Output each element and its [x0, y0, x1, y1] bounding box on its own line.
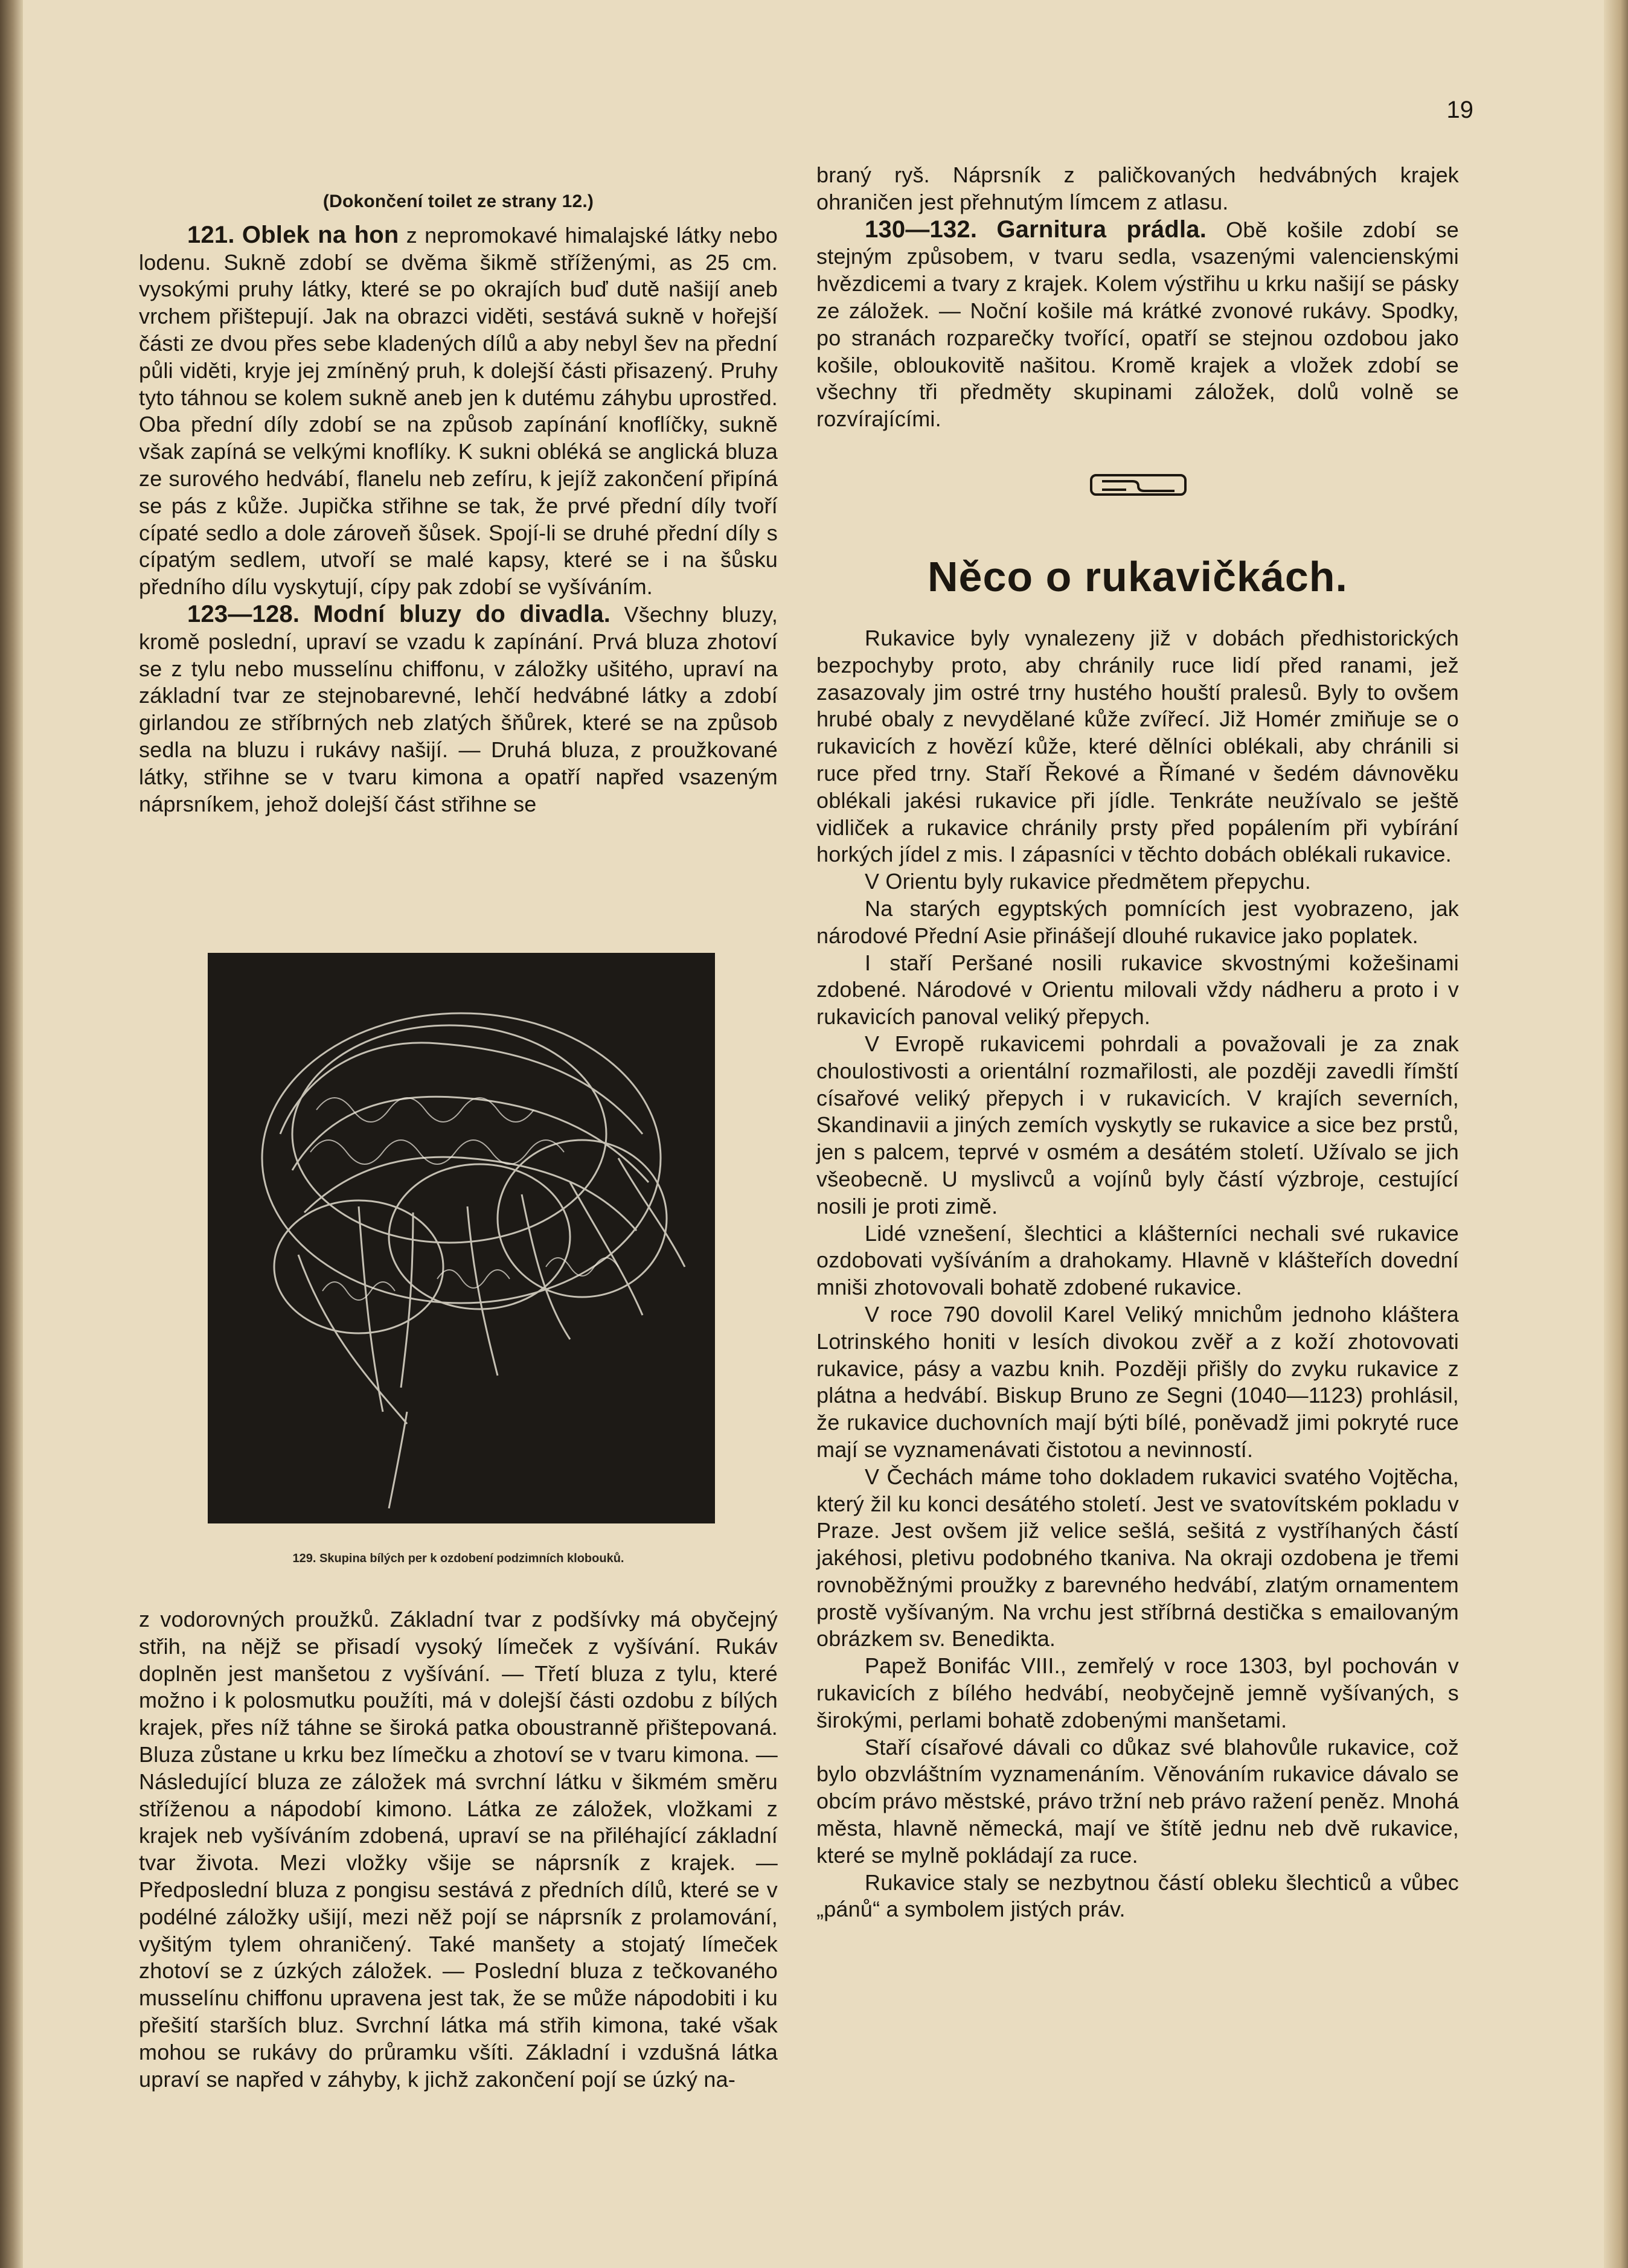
page-number: 19 — [1446, 97, 1473, 123]
feathers-photo — [208, 953, 715, 1523]
article-body — [816, 625, 1459, 1923]
article-paragraph: V Evropě rukavicemi pohrdali a považovali je za znak choulostivosti a orientální rozmařilosti, ale později zavedli římští císařové veliký přepych i v rukavicích. V krajích severních, Skandinavii a jiných zemích vyskytly se rukavice a sice bez prstů, jen s palcem, teprvé v osmém a desátém století. Užívalo se jich všeobecně. U myslivců a vojínů byly částí výzbroje, cestující nosili je proti zimě. — [816, 1031, 1459, 1219]
continuation-note: (Dokončení toilet ze strany 12.) — [322, 191, 594, 211]
book-binding-shadow — [0, 0, 23, 2268]
article-paragraph: Rukavice byly vynalezeny již v dobách předhistorických bezpochyby proto, aby chránily ruce lidí před ranami, jež zasazovaly jim ostré trny hustého houští pralesů. Byly to ovšem hrubé obaly z nevydělané kůže zvířecí. Již Homér zmiňuje se o rukavicích z hovězí kůže, které dělníci oblékali, aby chránili si ruce před trny. Staří Řekové a Římané v šedém dávnověku oblékali jakési rukavice při jídle. Tenkráte neužívalo se ještě vidliček a rukavice chránily prsty před popálením při vybírání horkých jídel z mis. I zápasníci v těchto dobách oblékali rukavice. — [816, 626, 1459, 867]
article-paragraph: Na starých egyptských pomnících jest vyobrazeno, jak národové Přední Asie přinášejí dlouhé rukavice jako poplatek. — [816, 895, 1459, 948]
item-text: z nepromokavé himalajské látky nebo lodenu. Sukně zdobí se dvěma šikmě stříženými, as 25 cm. vysokými pruhy látky, které se po okrajích buď dutě našijí aneb vrchem přištepují. Jak na obrazci viděti, sestává sukně v hořejší části ze dvou přes sebe kladených dílů a aby nebyl šev na přední půli viděti, kryje jej zmíněný pruh, k dolejší části přisazený. Pruhy tyto táhnou se kolem sukně aneb jen k dutému záhybu uprostřed. Oba přední díly zdobí se na způsob zapínání knoflíčky, sukně však zapíná se velkými knoflíky. K sukni obléká se anglická bluza ze surového hedvábí, flanelu neb zefíru, k jejíž zakončení připíná se pás z kůže. Jupička střihne se tak, že prvé přední díly tvoří cípaté sedlo a dole zároveň šůsek. Spojí-li se druhé přední díly s cípatým sedlem, utvoří se malé kapsy, které se i na šůsku předního dílu vyskytují, cípy pak zdobí se vyšíváním. — [139, 222, 778, 600]
left-column-top — [139, 188, 778, 818]
item-text: Všechny bluzy, kromě poslední, upraví se vzadu k zapínání. Prvá bluza zhotoví se z tylu nebo musselínu chiffonu, v záložky ušitého, upraví na základní tvar ze stejnobarevné, lehčí hedvábné látky a zdobí girlandou ze stříbrných neb zlatých šňůrek, které se na způsob sedla na bluzu i rukávy našijí. — Druhá bluza, z proužkované látky, střihne se v tvaru kimona a opatří napřed vsazeným náprsníkem, jehož dolejší část střihne se — [139, 601, 778, 816]
paragraph-123-128 — [139, 601, 778, 818]
article-paragraph: Papež Bonifác VIII., zemřelý v roce 1303, byl pochován v rukavicích z bílého hedvábí, neobyčejně jemně vyšívaných, s širokými, perlami bohatě zdobenými manšetami. — [816, 1653, 1459, 1732]
paragraph-121 — [139, 222, 778, 601]
item-heading: Garnitura prádla. — [996, 216, 1207, 243]
article-title: Něco o rukavičkách. — [928, 553, 1348, 600]
article-paragraph: I staří Peršané nosili rukavice skvostnými kožešinami zdobené. Národové v Orientu milovali vždy nádheru a proto i v rukavicích panoval veliký přepych. — [816, 950, 1459, 1030]
left-column-bottom — [139, 1606, 778, 2093]
page-edge — [1604, 0, 1628, 2268]
article-paragraph: V Čechách máme toho dokladem rukavici svatého Vojtěcha, který žil ku konci desátého století. Jest ve svatovítském pokladu v Praze. Jest ovšem již velice sešlá, sešitá z vystříhaných částí jakéhosi, pletivu podobného tkaniva. Na okraji ozdobena je třemi rovnoběžnými proužky z barevného hedvábí, zlatým ornamentem prostě vyšívaným. Na vrchu jest stříbrná destička s emailovaným obrázkem sv. Benedikta. — [816, 1464, 1459, 1651]
article-paragraph: Lidé vznešení, šlechtici a klášterníci nechali své rukavice ozdobovati vyšíváním a drahokamy. Hlavně v klášteřích dovední mniši zhotovovali bohatě zdobené rukavice. — [816, 1220, 1459, 1300]
paragraph-continued: braný ryš. Náprsník z paličkovaných hedvábných krajek ohraničen jest přehnutým límcem z atlasu. — [816, 162, 1459, 214]
item-number: 123—128. — [187, 600, 300, 627]
item-heading: Modní bluzy do divadla. — [313, 600, 611, 627]
item-heading: Oblek na hon — [242, 221, 399, 248]
paragraph-130-132 — [816, 216, 1459, 433]
ornament-divider — [1090, 473, 1187, 497]
figure-caption: 129. Skupina bílých per k ozdobení podzimních klobouků. — [292, 1552, 624, 1565]
article-paragraph: Rukavice staly se nezbytnou částí obleku šlechticů a vůbec „pánů“ a symbolem jistých práv. — [816, 1869, 1459, 1922]
item-number: 121. — [187, 221, 235, 248]
right-column-top — [816, 162, 1459, 433]
item-number: 130—132. — [865, 216, 978, 243]
article-paragraph: Staří císařové dávali co důkaz své blahovůle rukavice, což bylo obzvláštním vyznamenáním. Věnováním rukavice dávalo se obcím právo městské, právo tržní neb právo ražení peněz. Mnohá města, hlavně německá, mají ve štítě jednu neb dvě rukavice, které se mylně pokládají za ruce. — [816, 1734, 1459, 1868]
article-paragraph: V roce 790 dovolil Karel Veliký mnichům jednoho kláštera Lotrinského honiti v lesích divokou zvěř a z koží zhotovovati rukavice, pásy a vazbu knih. Později přišly do zvyku rukavice z plátna a hedvábí. Biskup Bruno ze Segni (1040—1123) prohlásil, že rukavice duchovních mají býti bílé, poněvadž jimi pokryté ruce mají se vyznamenávati čistotou a nevinností. — [816, 1301, 1459, 1462]
feathers-illustration — [208, 953, 715, 1523]
article-paragraph: V Orientu byly rukavice předmětem přepychu. — [865, 869, 1311, 894]
paragraph-continued: z vodorovných proužků. Základní tvar z podšívky má obyčejný střih, na nějž se přisadí vysoký límeček z vyšívání. Rukáv doplněn jest manšetou z vyšívání. — Třetí bluza z tylu, které možno i k polosmutku použíti, má v dolejší části ozdobu z bílých krajek, přes níž táhne se široká patka oboustranně přištepovaná. Bluza zůstane u krku bez límečku a zhotoví se v tvaru kimona. — Následující bluza ze záložek má svrchní látku v šikmém směru stříženou a nápodobí kimono. Látka ze záložek, vložkami z krajek neb vyšíváním zdobená, upraví se na přiléhající základní tvar života. Mezi vložky všije se náprsník z krajek. — Předposlední bluza z pongisu sestává z předních dílů, které se v podélné záložky ušijí, mezi něž pojí se náprsník z prolamování, vyšitým tylem ohraničený. Také manšety a stojatý límeček zhotoví se z úzkých záložek. — Poslední bluza z tečkovaného musselínu chiffonu upravena jest tak, že se může nápodobiti i ku přešití starších bluz. Svrchní látka má střih kimona, také však mohou se rukávy do průramku všíti. Základní i vzdušná látka upraví se napřed v záhyby, k jichž zakončení pojí se úzký na- — [139, 1607, 778, 2092]
item-text: Obě košile zdobí se stejným způsobem, v tvaru sedla, vsazenými valencienskými hvězdicemi a tvary z krajek. Kolem výstřihu u krku našijí se pásky ze záložek. — Noční košile má krátké zvonové rukávy. Spodky, po stranách rozparečky tvořící, opatří se stejnou ozdobou jako košile, obloukovitě našitou. Kromě krajek a vložek zdobí se všechny tři předměty skupinami záložek, dolů volně se rozvírajícími. — [816, 217, 1459, 432]
